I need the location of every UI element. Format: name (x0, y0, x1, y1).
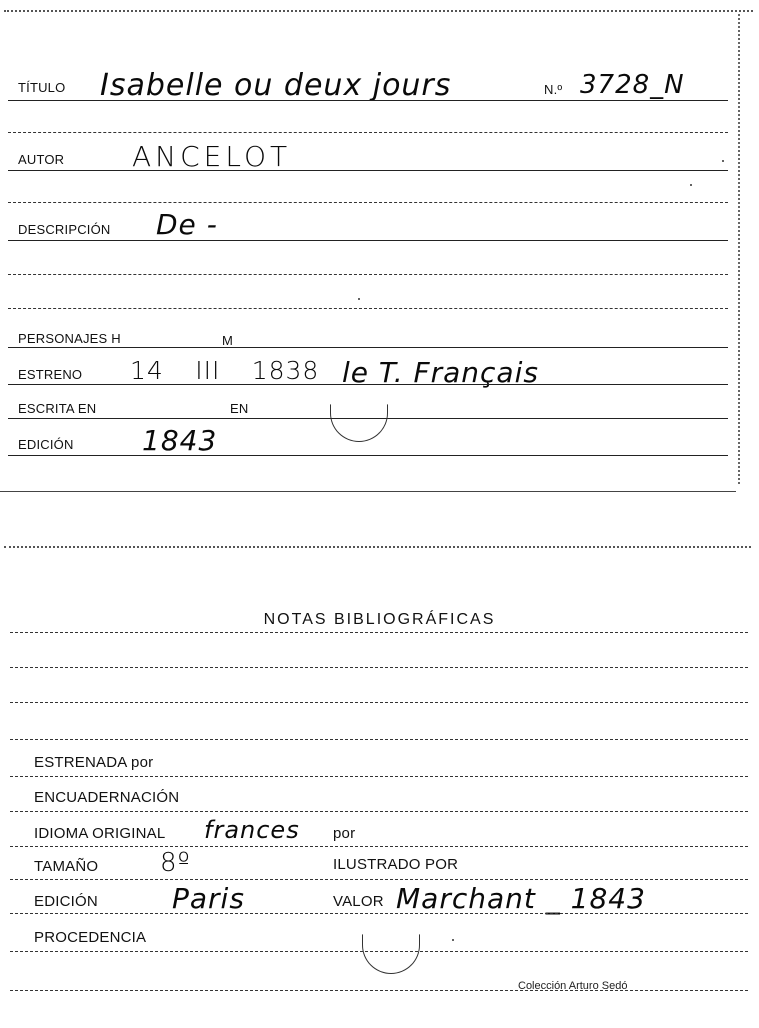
rule-line (10, 667, 748, 668)
idioma-value: frances (204, 816, 300, 844)
card-bottom-edge (0, 491, 736, 492)
tamano-label: TAMAÑO (34, 858, 99, 875)
estreno-label: ESTRENO (18, 367, 83, 382)
idioma-label: IDIOMA ORIGINAL (34, 825, 166, 842)
escrita-en-label: EN (230, 401, 249, 416)
numero-label: N.º (544, 82, 563, 97)
autor-value: ANCELOT (132, 140, 292, 173)
titulo-label: TÍTULO (18, 80, 66, 95)
ilustrado-label: ILUSTRADO POR (333, 856, 459, 873)
descripcion-rule (8, 240, 728, 241)
rule-line (10, 846, 748, 847)
estreno-place: le T. Français (342, 356, 539, 389)
estreno-rule (8, 384, 728, 385)
rule-line (10, 632, 748, 633)
valor-label: VALOR (333, 893, 384, 910)
descripcion-label: DESCRIPCIÓN (18, 222, 111, 237)
procedencia-label: PROCEDENCIA (34, 929, 147, 946)
autor-label: AUTOR (18, 152, 65, 167)
titulo-rule (8, 100, 728, 101)
rule-line (10, 702, 748, 703)
descripcion-value: De - (156, 208, 218, 241)
card-top-edge (4, 10, 753, 14)
catalog-card-top (0, 0, 759, 495)
titulo-value: Isabelle ou deux jours (100, 68, 452, 103)
encuadernacion-label: ENCUADERNACIÓN (34, 789, 180, 806)
rule-line (8, 308, 728, 309)
estreno-date: 14 _ III _ 1838 (130, 356, 320, 385)
personajes-m-label: M (222, 333, 234, 348)
edicion-label: EDICIÓN (18, 437, 74, 452)
rule-line (10, 879, 748, 880)
edicion-bottom-value: Paris (172, 882, 245, 915)
rule-line (10, 913, 748, 914)
valor-value: Marchant _ 1843 (396, 882, 646, 915)
coleccion-credit: Colección Arturo Sedó (518, 980, 628, 992)
card-right-edge (738, 14, 740, 484)
card-top-edge (4, 546, 751, 550)
escrita-label: ESCRITA EN (18, 401, 97, 416)
rule-line (8, 274, 728, 275)
rule-line (10, 776, 748, 777)
idioma-por-label: por (333, 825, 356, 842)
rule-line (8, 202, 728, 203)
speck (358, 298, 360, 300)
notas-heading: NOTAS BIBLIOGRÁFICAS (263, 611, 496, 628)
edicion-value: 1843 (142, 424, 218, 457)
autor-rule (8, 170, 728, 171)
speck (690, 184, 692, 186)
estrenada-label: ESTRENADA por (34, 754, 154, 771)
edicion-rule (8, 455, 728, 456)
rule-line (10, 739, 748, 740)
rule-line (10, 811, 748, 812)
speck (722, 160, 724, 162)
rule-line (10, 990, 748, 991)
stamp-mark (330, 404, 388, 442)
numero-value: 3728_N (580, 70, 685, 100)
speck (452, 939, 454, 941)
rule-line (8, 132, 728, 133)
edicion-bottom-label: EDICIÓN (34, 893, 98, 910)
personajes-label: PERSONAJES H (18, 331, 121, 346)
personajes-rule (8, 347, 728, 348)
tamano-value: 8º (160, 848, 191, 878)
